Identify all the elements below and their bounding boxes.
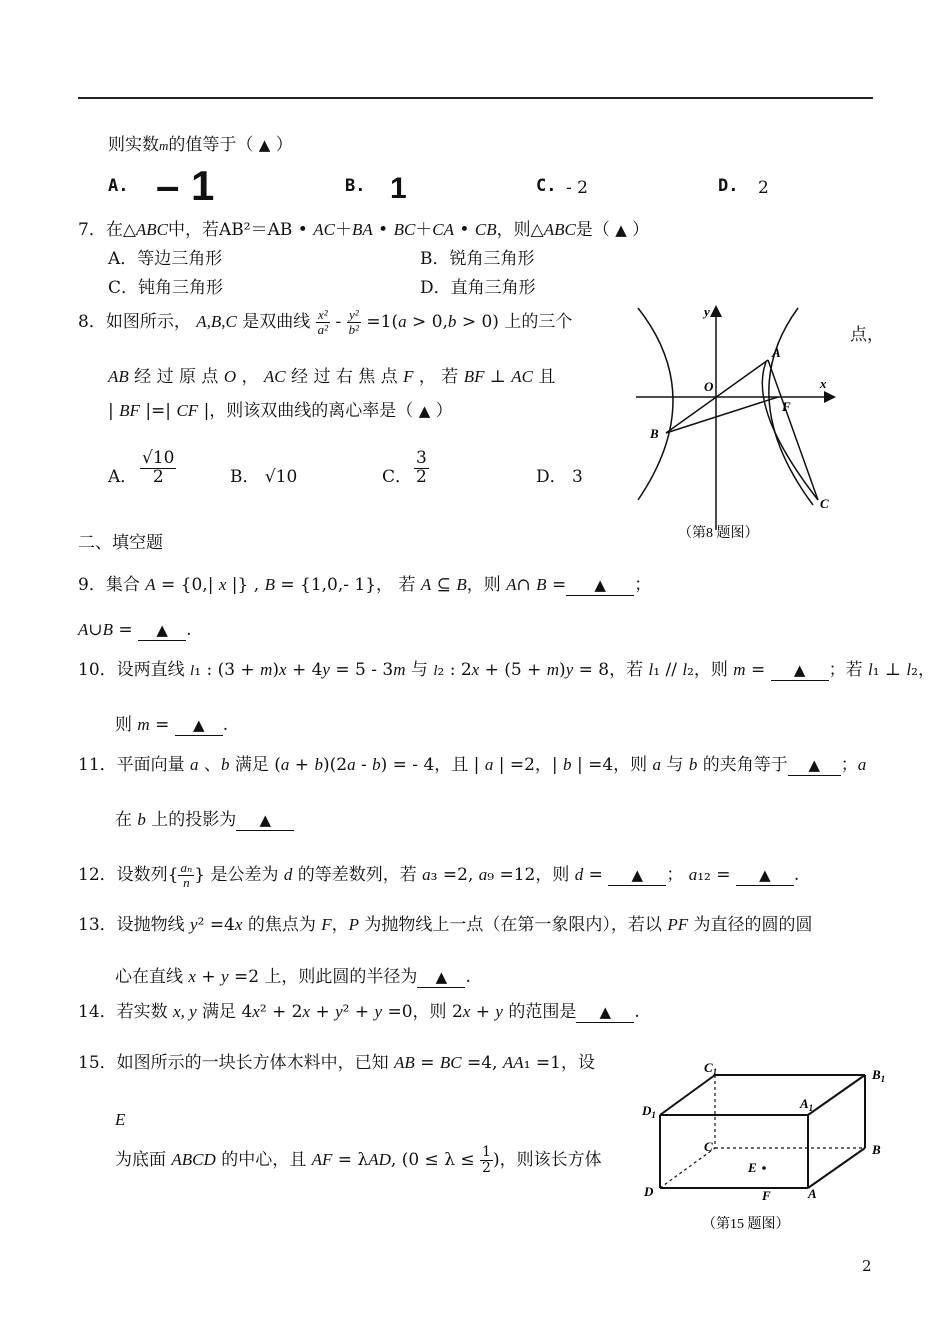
q8-label-c: C [820, 496, 829, 511]
q15-edge-dc [660, 1148, 715, 1188]
q15-edge-a1b1 [808, 1075, 865, 1115]
q13-line2: 心在直线 x + y =2 上，则此圆的半径为 ▲ . [115, 967, 471, 987]
q8-figure-caption: （第8 题图） [678, 526, 759, 541]
q6-option-a-label: A. [108, 176, 129, 196]
q13-line1: 13．设抛物线 y² =4x 的焦点为 F，P 为抛物线上一点（在第一象限内），若以 PF 为直径的圆的圆 [78, 915, 813, 935]
q7-option-a: A．等边三角形 [108, 249, 223, 269]
q10-line2: 则 m = ▲ . [115, 715, 229, 735]
q8-figure [628, 300, 838, 545]
q15-figure-caption: （第15 题图） [702, 1217, 790, 1232]
q6-option-d-value: 2 [758, 178, 769, 198]
q15-label-e: E [748, 1160, 757, 1175]
q8-label-f: F [782, 399, 791, 414]
page-number: 2 [862, 1257, 872, 1275]
q8-line1: 8．如图所示， A,B,C 是双曲线 $\frac{\text{x²}}{\text{a²}}$ - $\frac{\text{y²}}{\text{b²}}$ =1(a > 0,b > 0) 上的三个 [78, 307, 573, 337]
q10-line1: 10．设两直线 l₁ : (3 + m)x + 4y = 5 - 3m 与 l₂ : 2x + (5 + m)y = 8，若 l₁ // l₂，则 m = ▲ ；若 l₁ ⊥ l₂， [78, 660, 935, 680]
q15-label-f: F [762, 1188, 771, 1203]
q7-option-b: B．锐角三角形 [420, 249, 535, 269]
q14-line1: 14．若实数 x, y 满足 4x² + 2x + y² + y =0，则 2x + y 的范围是 ▲ . [78, 1002, 640, 1022]
q8-inner-curve [762, 362, 818, 500]
q15-label-c: C [704, 1139, 713, 1154]
header-rule [78, 97, 873, 99]
q15-edge-ab [808, 1148, 865, 1188]
q6-option-b-label: B. [345, 176, 366, 196]
q15-label-d1: $D_1$ [642, 1103, 656, 1120]
q15-label-b: B [872, 1142, 881, 1157]
q8-hyperbola-left [638, 308, 673, 500]
q6-stem: 则实数m的值等于（ ▲ ） [108, 135, 293, 155]
q8-label-o: O [704, 379, 714, 394]
q6-option-c-label: C. [536, 176, 557, 196]
q6-options: A. – 1 B. 1 C. - 2 D. 2 [108, 162, 769, 209]
q8-label-x: x [820, 376, 827, 391]
q8-line-ac [768, 360, 818, 500]
q15-label-b1: $B_1$ [872, 1067, 886, 1084]
q11-line2: 在 b 上的投影为 ▲ [115, 805, 294, 831]
q15-point-e [762, 1166, 766, 1170]
q8-options: A． $\frac{√10}{2}$ B． √10 C． $\frac{3}{2}$ D． 3 [108, 448, 583, 487]
q7-stem: 7．在△ABC中，若AB²＝AB • AC＋BA • BC＋CA • CB，则△ABC是（ ▲ ） [78, 220, 650, 240]
q6-option-c-value: - 2 [566, 178, 588, 198]
q7-option-d: D．直角三角形 [420, 278, 536, 298]
q15-label-a: A [808, 1186, 817, 1201]
q8-label-a: A [772, 345, 781, 360]
q12-line1: 12．设数列{ $\frac{\text{aₙ}}{n}$ } 是公差为 d 的等差数列，若 a₃ =2, a₉ =12，则 d = ▲ ； a₁₂ = ▲ . [78, 860, 800, 890]
q8-label-y: y [704, 304, 710, 319]
q9-line1: 9．集合 A = {0,| x |} , B = {1,0,- 1}， 若 A ⊆ B，则 A∩ B = ▲ ； [78, 575, 652, 595]
q8-line1-tail: 点， [850, 325, 884, 345]
q15-label-a1: $A_1$ [800, 1096, 814, 1113]
q15-line3: 为底面 ABCD 的中心，且 AF = λAD, (0 ≤ λ ≤ $\frac{1}{2}$ )，则该长方体 [115, 1144, 602, 1176]
q7-option-c: C．钝角三角形 [108, 278, 224, 298]
section-fill-in: 二、填空题 [78, 533, 163, 553]
q8-line-bf [666, 397, 778, 433]
q8-label-b: B [650, 426, 659, 441]
q15-line1: 15．如图所示的一块长方体木料中，已知 AB = BC =4, AA₁ =1，设 [78, 1053, 595, 1073]
q8-line2: AB 经 过 原 点 O ， AC 经 过 右 焦 点 F ， 若 BF ⊥ AC 且 [108, 367, 556, 387]
q15-label-d: D [644, 1184, 654, 1199]
q15-label-c1: $C_1$ [704, 1060, 718, 1077]
q15-figure [640, 1060, 900, 1235]
q15-edge-d1c1 [660, 1075, 715, 1115]
q8-hyperbola-right [769, 308, 813, 505]
q8-line3: | BF |=| CF |，则该双曲线的离心率是（ ▲ ） [108, 401, 453, 421]
q6-option-d-label: D. [718, 176, 739, 196]
q9-line2: A∪B = ▲ . [78, 620, 192, 640]
q11-line1: 11．平面向量 a 、b 满足 (a + b)(2a - b) = - 4，且 | a | =2，| b | =4，则 a 与 b 的夹角等于 ▲ ；a [78, 755, 867, 775]
q15-line2: E [115, 1110, 126, 1129]
